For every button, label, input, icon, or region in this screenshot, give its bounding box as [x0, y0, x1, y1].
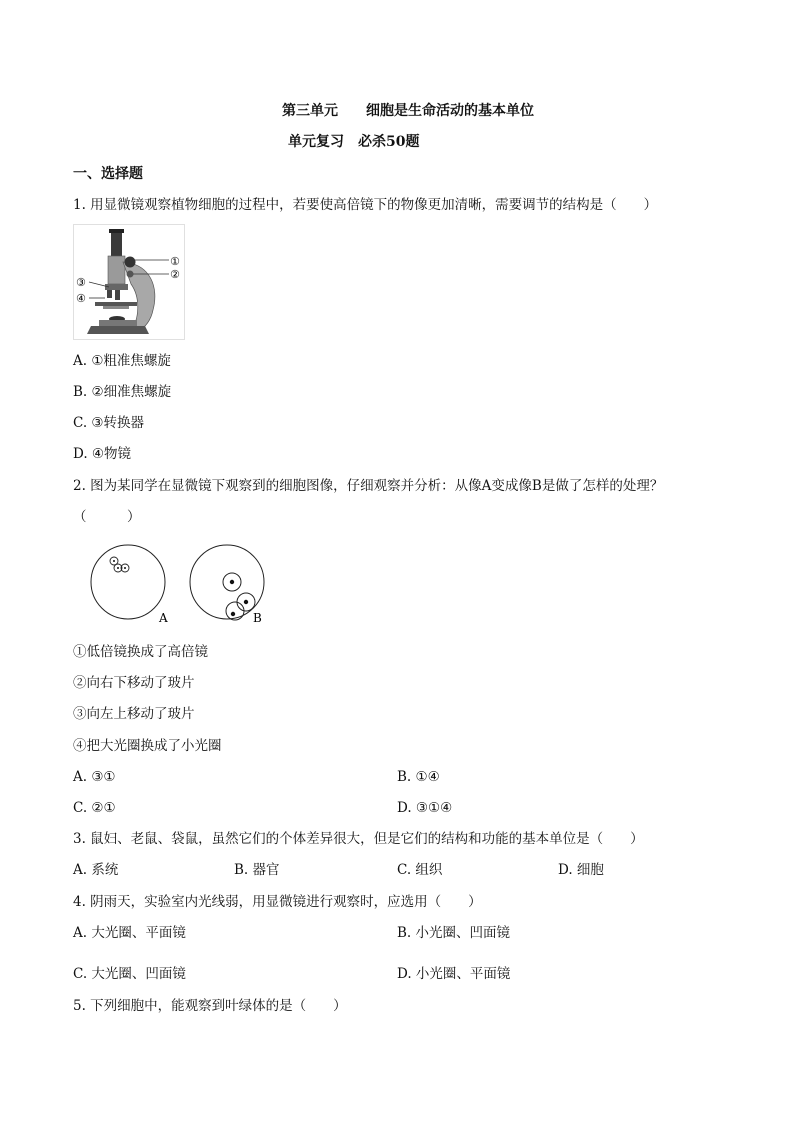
q4-option-a: A. 大光圈、平面镜 — [73, 925, 186, 941]
q4-option-b: B. 小光圈、凹面镜 — [397, 925, 511, 941]
figure-label-1: ① — [170, 255, 180, 268]
q3-option-b: B. 器官 — [234, 862, 280, 878]
microscope-figure — [73, 224, 185, 340]
q2-statement-2: ②向右下移动了玻片 — [73, 675, 195, 691]
image-label-b: B — [253, 611, 262, 625]
q2-option-c: C. ②① — [73, 800, 116, 816]
q2-statement-1: ①低倍镜换成了高倍镜 — [73, 644, 208, 660]
q3-option-d: D. 细胞 — [558, 862, 604, 878]
q2-statement-4: ④把大光圈换成了小光圈 — [73, 738, 222, 754]
cell-images-figure — [88, 544, 273, 626]
figure-label-2: ② — [170, 268, 180, 281]
question-4-stem: 4. 阴雨天，实验室内光线弱，用显微镜进行观察时，应选用（ ） — [73, 894, 482, 910]
q2-option-a: A. ③① — [73, 769, 116, 785]
q2-option-d: D. ③①④ — [397, 800, 453, 816]
q1-option-a: A. ①粗准焦螺旋 — [73, 353, 171, 369]
image-label-a: A — [159, 611, 168, 625]
question-2-stem-cont: （ ） — [73, 509, 141, 525]
q1-option-d: D. ④物镜 — [73, 446, 132, 462]
unit-subtitle: 单元复习 必杀50题 — [288, 134, 420, 150]
q4-option-d: D. 小光圈、平面镜 — [397, 966, 511, 982]
q1-option-c: C. ③转换器 — [73, 415, 145, 431]
question-5-stem: 5. 下列细胞中，能观察到叶绿体的是（ ） — [73, 998, 347, 1014]
figure-label-3: ③ — [76, 276, 86, 289]
question-1-stem: 1. 用显微镜观察植物细胞的过程中，若要使高倍镜下的物像更加清晰，需要调节的结构是（ ） — [73, 197, 658, 213]
q4-option-c: C. 大光圈、凹面镜 — [73, 966, 186, 982]
q2-option-b: B. ①④ — [397, 769, 440, 785]
q1-option-b: B. ②细准焦螺旋 — [73, 384, 172, 400]
section-heading: 一、选择题 — [73, 166, 143, 182]
figure-label-4: ④ — [76, 292, 86, 305]
question-2-stem: 2. 图为某同学在显微镜下观察到的细胞图像，仔细观察并分析：从像A变成像B是做了怎样的处理？ — [73, 478, 664, 494]
unit-title: 第三单元 细胞是生命活动的基本单位 — [282, 103, 534, 119]
question-3-stem: 3. 鼠妇、老鼠、袋鼠，虽然它们的个体差异很大，但是它们的结构和功能的基本单位是（ ） — [73, 831, 644, 847]
q2-statement-3: ③向左上移动了玻片 — [73, 706, 195, 722]
q3-option-a: A. 系统 — [73, 862, 119, 878]
q3-option-c: C. 组织 — [397, 862, 443, 878]
